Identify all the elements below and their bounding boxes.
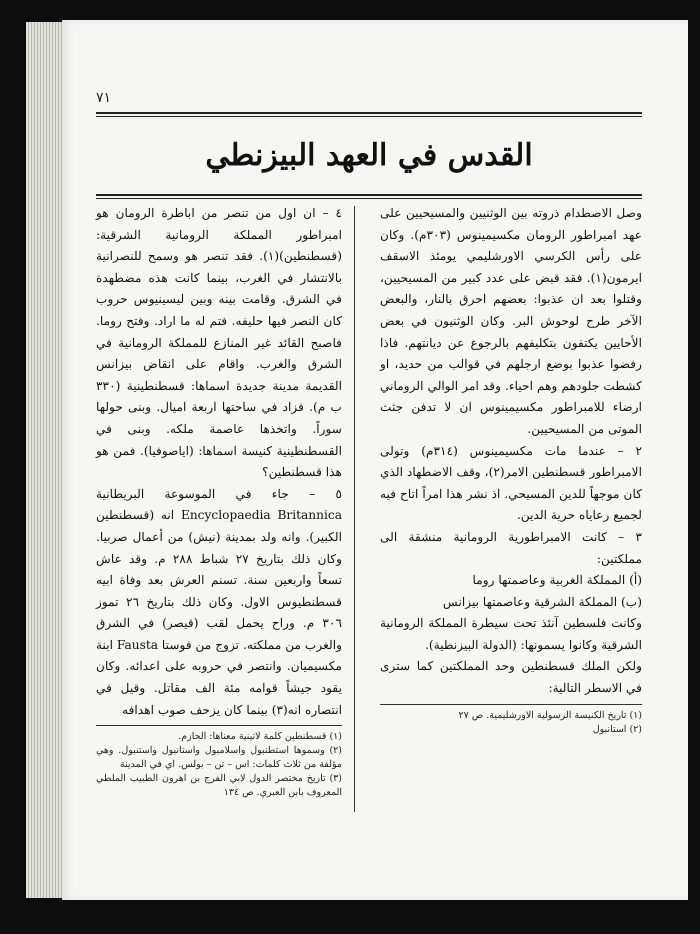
footnote: (٢) وسموها استطنبول واسلامبول واستانبول واستنبول. وهي مؤلفة من ثلاث كلمات: اس – تن – بولس. اي في المدينة	[96, 745, 342, 771]
title-rule	[96, 194, 642, 196]
footnote-rule	[380, 704, 642, 705]
footnote-rule	[96, 725, 342, 726]
title-rule-thin	[96, 198, 642, 199]
chapter-title: القدس في العهد البيزنطي	[205, 138, 533, 173]
paragraph-5: ولكن الملك قسطنطين وحد المملكتين كما سترى في الاسطر التالية:	[380, 659, 642, 696]
footnote: (١) قسطنطين كلمة لاتينية معناها: الحازم.	[178, 731, 342, 743]
footnote: (٢) استانبول	[592, 723, 642, 735]
header-rule-thin	[96, 116, 642, 117]
footnote: (١) تاريخ الكنيسة الرسولية الاورشليمية. ص ٢٧	[458, 709, 642, 721]
footnotes	[380, 709, 642, 737]
paragraph-1: وصل الاصطدام ذروته بين الوثنيين والمسيحيين على عهد امبراطور الرومان مكسيمينوس (٣٠٣م). وكان على رأس الكرسي الاورشليمي يومئذ الاسقف ايرمون(١). فقد قبض على عدد كبير من المسيحيين، وقتلوا بعد ان عذبوا: بعضهم احرق بالنار، والبعض الآخر طرح لوحوش البر. وكان الوثنيون في بعض الأحايين يكتفون بتكليفهم بالرجوع عن ديانتهم. فاذا رفضوا عذبوا بوضع ارجلهم في قوالب من حديد، او كشطت جلودهم وهم احياء. وقد امر الوالي الروماني ارضاء للامبراطور مكسيمينوس ان لا تدفن جثث الموتى من المسيحيين.	[380, 206, 642, 436]
footnotes	[96, 730, 342, 800]
right-column	[380, 203, 642, 737]
paragraph-7: ٥ – جاء في الموسوعة البريطانية Encyclopaedia Britannica انه (قسطنطين الكبير). وانه ولد بمدينة (نيش) من أعمال صربيا. وكان ذلك بتاريخ ٢٧ شباط ٢٨٨ م. وقد عاش تسعاً واربعين سنة. تسنم العرش بعد وفاة ابيه قسطنطيوس الاول. وكان ذلك بتاريخ ٢٦ تموز ٣٠٦ م. وراح يحمل لقب (قيصر) في الشرق والغرب من مملكته. تزوج من فوستا Fausta ابنة مكسيميان. وانتصر في حروبه على اعدائه. وكان يقود جيشاً قوامه مئة الف مقاتل. وقيل في انتصاره انه(٣) بينما كان يزحف صوب اهدافه	[96, 486, 342, 717]
paragraph-2: ٢ – عندما مات مكسيمينوس (٣١٤م) وتولى الامبراطور قسطنطين الامر(٢)، وقف الاضطهاد الذي كان موجهاً للدين المسيحي. اذ نشر هذا امراً اتاح فيه لجميع رعاياه حرية الدين.	[380, 443, 643, 523]
paragraph-3: ٣ – كانت الامبراطورية الرومانية منشقة الى مملكتين:	[380, 529, 642, 566]
list-item-b: (ب) المملكة الشرقية وعاصمتها بيزانس	[442, 594, 642, 609]
column-divider	[354, 206, 355, 812]
page-number: ٧١	[96, 90, 112, 106]
header-rule	[96, 112, 642, 114]
left-column	[96, 203, 342, 800]
paragraph-6: ٤ – ان اول من تنصر من اباطرة الرومان هو امبراطور المملكة الرومانية الشرقية: (قسطنطين)(١). فقد تنصر هو وسمح للنصرانية بالانتشار في الغرب، بينما كانت هذه مضطهدة في الشرق. وقامت بينه وبين ليسينيوس حروب كان النصر فيها حليفه. فتم له ما اراد. وفتح روما. فاصبح القائد غير المنازع للمملكة الرومانية في الشرق والغرب. واقام على انقاض بيزانس القديمة مدينة جديدة اسماها: قسطنطينية (٣٣٠ ب م). فزاد في ساحتها اربعة اميال. وبنى حولها سوراً. واتخذها عاصمة ملكه. وبنى في القسطنطينية كنيسة اسماها: (اياصوفيا). فمن هو هذا قسطنطين؟	[96, 206, 342, 480]
list-item-a: (أ) المملكة الغربية وعاصمتها روما	[472, 573, 642, 588]
paragraph-4: وكانت فلسطين آنئذ تحت سيطرة المملكة الرومانية الشرقية وكانوا يسمونها: (الدولة البيزنطية).	[380, 616, 642, 652]
footnote: (٣) تاريخ مختصر الدول لابي الفرج بن اهرون الطبيب الملطي المعروف بابن العبري. ص ١٣٤	[96, 773, 342, 799]
